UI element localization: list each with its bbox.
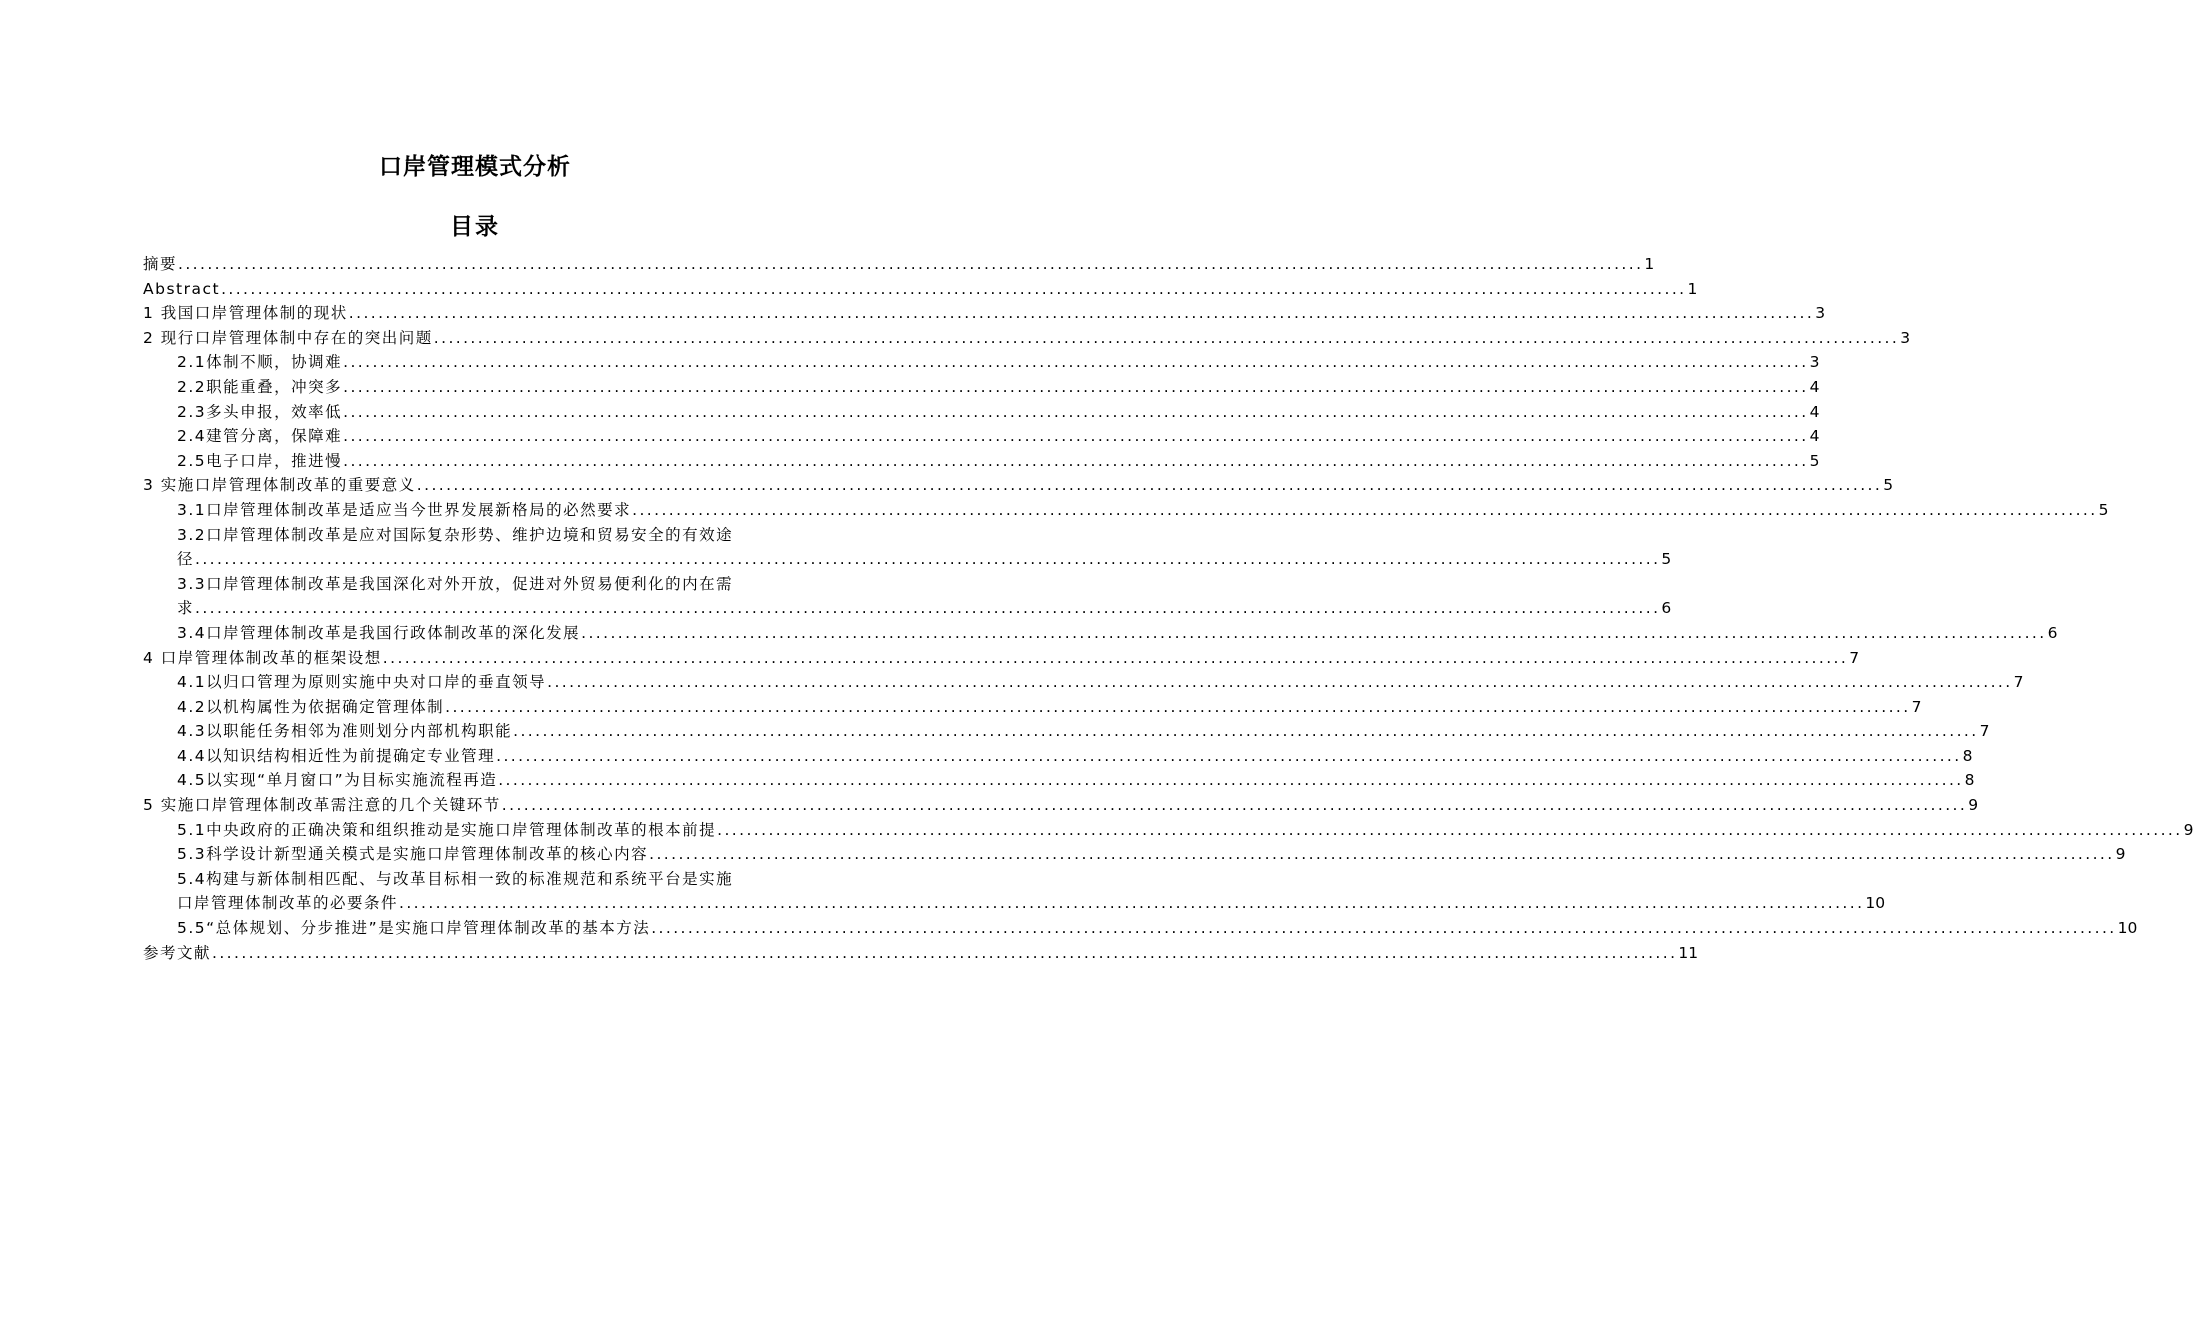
toc-entry[interactable] (143, 621, 2058, 646)
toc-page-number: 10 (2117, 919, 2138, 938)
toc-entry-title: 3.2口岸管理体制改革是应对国际复杂形势、维护边境和贸易安全的有效途 (177, 525, 734, 544)
toc-dot-leader: ........................................................................................................................................................................................................ (445, 697, 1911, 716)
toc-dot-leader: ........................................................................................................................................................................................................ (632, 500, 2098, 519)
toc-dot-leader: ........................................................................................................................................................................................................ (343, 377, 1809, 396)
toc-entry-title: 2.1体制不顺，协调难 (177, 353, 343, 372)
toc-dot-leader: ........................................................................................................................................................................................................ (343, 353, 1809, 372)
toc-entry-title: 5.3科学设计新型通关模式是实施口岸管理体制改革的核心内容 (177, 845, 649, 864)
toc-dot-leader: ........................................................................................................................................................................................................ (343, 402, 1809, 421)
toc-entry[interactable] (143, 498, 2109, 523)
toc-page-number: 4 (1809, 402, 1820, 421)
toc-entry[interactable] (143, 793, 1979, 818)
toc-dot-leader: ........................................................................................................................................................................................................ (221, 279, 1687, 298)
toc-heading: 目录 (450, 214, 500, 240)
toc-entry[interactable] (143, 350, 1820, 375)
toc-entry-title: 3.1口岸管理体制改革是适应当今世界发展新格局的必然要求 (177, 500, 632, 519)
toc-entry-title: 2.2职能重叠，冲突多 (177, 377, 343, 396)
toc-entry-title: 摘要 (143, 255, 178, 273)
toc-entry[interactable] (143, 326, 1911, 351)
toc-dot-leader: ........................................................................................................................................................................................................ (399, 894, 1865, 913)
toc-dot-leader: ........................................................................................................................................................................................................ (581, 623, 2047, 642)
toc-dot-leader: ........................................................................................................................................................................................................ (416, 476, 1883, 495)
toc-page-number: 6 (1661, 599, 1672, 618)
toc-entry-title: 1 我国口岸管理体制的现状 (143, 304, 348, 323)
toc-entry-title: 3 实施口岸管理体制改革的重要意义 (143, 476, 416, 495)
toc-page-number: 1 (1687, 279, 1698, 298)
toc-dot-leader: ........................................................................................................................................................................................................ (195, 550, 1661, 569)
toc-dot-leader: ........................................................................................................................................................................................................ (348, 304, 1815, 323)
toc-page-number: 9 (2115, 845, 2126, 864)
toc-dot-leader: ........................................................................................................................................................................................................ (501, 796, 1968, 815)
toc-page-number: 3 (1815, 304, 1826, 323)
toc-entry-title: 4.3以职能任务相邻为准则划分内部机构职能 (177, 722, 513, 741)
document-title: 口岸管理模式分析 (379, 154, 571, 180)
toc-entry-title: 2 现行口岸管理体制中存在的突出问题 (143, 328, 433, 347)
toc-dot-leader: ........................................................................................................................................................................................................ (382, 648, 1849, 667)
toc-entry[interactable] (143, 867, 1886, 916)
toc-dot-leader: ........................................................................................................................................................................................................ (212, 943, 1678, 962)
toc-page-number: 5 (1661, 550, 1672, 569)
toc-entry[interactable] (143, 842, 2126, 867)
toc-page-number: 1 (1644, 255, 1655, 273)
toc-entry[interactable] (143, 277, 1698, 302)
toc-page-number: 5 (1809, 451, 1820, 470)
toc-page-number: 5 (1883, 476, 1894, 495)
toc-entry[interactable] (143, 449, 1820, 474)
toc-page-number: 4 (1809, 427, 1820, 446)
toc-entry-title-continued: 求 (177, 599, 195, 618)
toc-page-number: 7 (1979, 722, 1990, 741)
toc-dot-leader: ........................................................................................................................................................................................................ (547, 673, 2013, 692)
toc-entry-title: 4.1以归口管理为原则实施中央对口岸的垂直领导 (177, 673, 547, 692)
toc-entry-title: 4.4以知识结构相近性为前提确定专业管理 (177, 746, 496, 765)
toc-page-number: 11 (1678, 943, 1699, 962)
toc-entry-title: 2.4建管分离，保障难 (177, 427, 343, 446)
toc-entry-title: 4.5以实现“单月窗口”为目标实施流程再造 (177, 771, 498, 790)
toc-entry[interactable] (143, 301, 1826, 326)
toc-dot-leader: ........................................................................................................................................................................................................ (717, 820, 2183, 839)
toc-entry[interactable] (143, 744, 1973, 769)
toc-entry[interactable] (143, 670, 2024, 695)
toc-page-number: 6 (2047, 623, 2058, 642)
toc-entry[interactable] (143, 252, 1655, 277)
toc-page-number: 8 (1964, 771, 1975, 790)
toc-page-number: 3 (1900, 328, 1911, 347)
toc-entry-title: 5.1中央政府的正确决策和组织推动是实施口岸管理体制改革的根本前提 (177, 820, 717, 839)
toc-page-number: 4 (1809, 377, 1820, 396)
toc-entry[interactable] (143, 916, 2138, 941)
toc-entry[interactable] (143, 818, 2193, 843)
toc-page-number: 7 (2013, 673, 2024, 692)
toc-entry[interactable] (143, 719, 1990, 744)
toc-entry[interactable] (143, 572, 1672, 621)
toc-dot-leader: ........................................................................................................................................................................................................ (433, 328, 1900, 347)
toc-page-number: 3 (1809, 353, 1820, 372)
toc-entry-title-continued: 径 (177, 550, 195, 569)
toc-entry[interactable] (143, 768, 1975, 793)
toc-entry-title: 3.4口岸管理体制改革是我国行政体制改革的深化发展 (177, 623, 581, 642)
toc-dot-leader: ........................................................................................................................................................................................................ (343, 451, 1809, 470)
toc-entry-title: 参考文献 (143, 943, 212, 962)
toc-entry[interactable] (143, 695, 1922, 720)
toc-page-number: 7 (1849, 648, 1860, 667)
toc-page-number: 8 (1962, 746, 1973, 765)
toc-page-number: 9 (1968, 796, 1979, 815)
toc-dot-leader: ........................................................................................................................................................................................................ (498, 771, 1964, 790)
toc-entry-title: 4.2以机构属性为依据确定管理体制 (177, 697, 445, 716)
toc-entry[interactable] (143, 424, 1820, 449)
toc-page-number: 10 (1865, 894, 1886, 913)
toc-entry-title: 4 口岸管理体制改革的框架设想 (143, 648, 382, 667)
toc-page-number: 9 (2183, 820, 2193, 839)
toc-entry-title: Abstract (143, 279, 221, 298)
toc-entry-title: 2.5电子口岸，推进慢 (177, 451, 343, 470)
toc-entry[interactable] (143, 523, 1672, 572)
toc-entry[interactable] (143, 473, 1894, 498)
toc-entry[interactable] (143, 400, 1820, 425)
toc-dot-leader: ........................................................................................................................................................................................................ (513, 722, 1979, 741)
toc-entry[interactable] (143, 375, 1820, 400)
toc-entry-title: 5.5“总体规划、分步推进”是实施口岸管理体制改革的基本方法 (177, 919, 651, 938)
toc-dot-leader: ........................................................................................................................................................................................................ (649, 845, 2115, 864)
toc-dot-leader: ........................................................................................................................................................................................................ (496, 746, 1962, 765)
toc-page-number: 7 (1911, 697, 1922, 716)
toc-dot-leader: ........................................................................................................................................................................................................ (343, 427, 1809, 446)
toc-entry-title: 2.3多头申报，效率低 (177, 402, 343, 421)
toc-entry-title: 5 实施口岸管理体制改革需注意的几个关键环节 (143, 796, 501, 815)
toc-page-number: 5 (2098, 500, 2109, 519)
toc-entry-title-continued: 口岸管理体制改革的必要条件 (177, 894, 399, 913)
toc-entry[interactable] (143, 646, 1860, 671)
toc-entry[interactable] (143, 941, 1699, 966)
toc-entry-title: 5.4构建与新体制相匹配、与改革目标相一致的标准规范和系统平台是实施 (177, 869, 734, 888)
toc-dot-leader: ........................................................................................................................................................................................................ (178, 255, 1644, 273)
toc-dot-leader: ........................................................................................................................................................................................................ (195, 599, 1661, 618)
toc-dot-leader: ........................................................................................................................................................................................................ (651, 919, 2117, 938)
toc-entry-title: 3.3口岸管理体制改革是我国深化对外开放，促进对外贸易便利化的内在需 (177, 574, 734, 593)
table-of-contents (143, 252, 2193, 965)
